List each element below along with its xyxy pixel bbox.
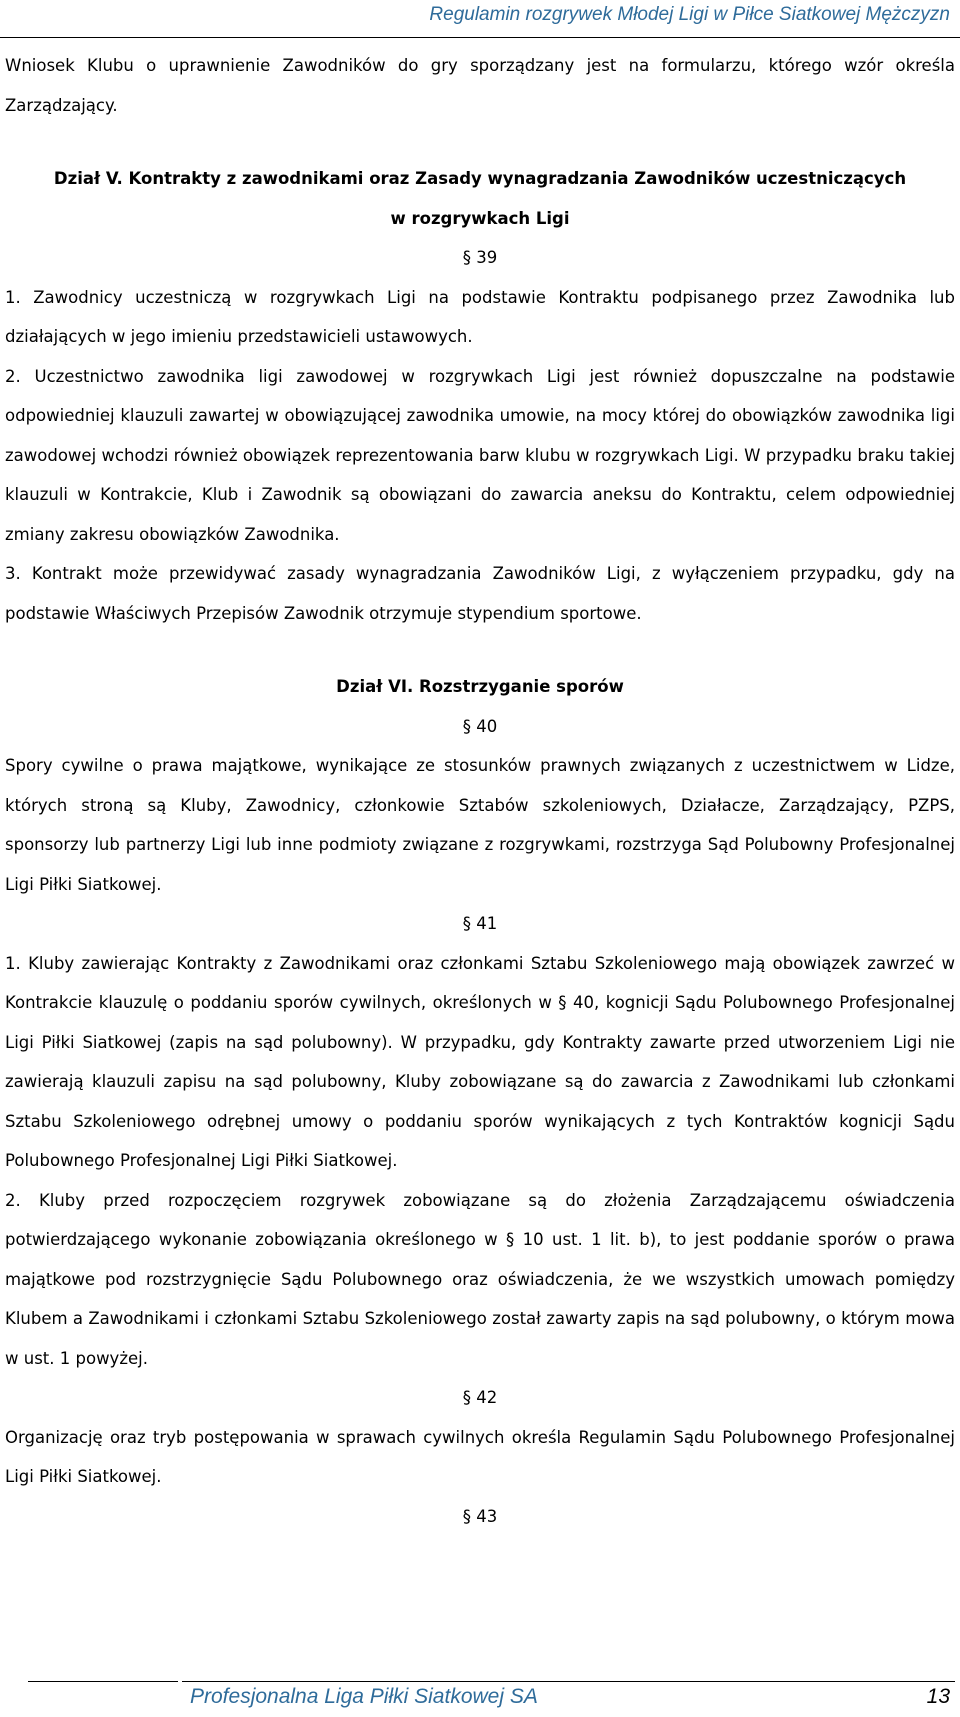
footer-rule-left — [28, 1681, 178, 1682]
paragraph-39-point-1: 1. Zawodnicy uczestniczą w rozgrywkach Ligi na podstawie Kontraktu podpisanego przez Zawodnika lub działających w jego imieniu przedstawicieli ustawowych. — [5, 287, 955, 346]
section-5-title: Dział V. Kontrakty z zawodnikami oraz Zasady wynagradzania Zawodników uczestniczących — [53, 169, 907, 188]
paragraph-39-point-3: 3. Kontrakt może przewidywać zasady wynagradzania Zawodników Ligi, z wyłączeniem przypadku, gdy na podstawie Właściwych Przepisów Zawodnik otrzymuje stypendium sportowe. — [5, 564, 955, 623]
paragraph-41-point-2: 2. Kluby przed rozpoczęciem rozgrywek zobowiązane są do złożenia Zarządzającemu oświadczenia potwierdzającego wykonanie zobowiązania określonego w § 10 ust. 1 lit. b), to jest poddanie sporów o prawa majątkowe pod rozstrzygnięcie Sądu Polubownego oraz oświadczenia, że we wszystkich umowach pomiędzy Klubem a Zawodnikami i członkami Sztabu Szkoleniowego został zawarty zapis na sąd polubowny, o którym mowa w ust. 1 powyżej. — [5, 1190, 955, 1368]
paragraph-40-heading: § 40 — [462, 716, 498, 736]
footer-organization: Profesjonalna Liga Piłki Siatkowej SA — [190, 1685, 538, 1708]
section-5-title-line2: w rozgrywkach Ligi — [390, 208, 570, 228]
paragraph-39-heading: § 39 — [462, 248, 498, 267]
intro-paragraph: Wniosek Klubu o uprawnienie Zawodników do gry sporządzany jest na formularzu, którego wzór określa Zarządzający. — [5, 56, 955, 115]
section-6-title: Dział VI. Rozstrzyganie sporów — [336, 677, 624, 696]
paragraph-40-text: Spory cywilne o prawa majątkowe, wynikające ze stosunków prawnych związanych z uczestnictwem w Lidze, których stroną są Kluby, Zawodnicy, członkowie Sztabów szkoleniowych, Działacze, Zarządzający, PZPS, sponsorzy lub partnerzy Ligi lub inne podmioty związane z rozgrywkami, rozstrzyga Sąd Polubowny Profesjonalnej Ligi Piłki Siatkowej. — [5, 756, 955, 894]
header-rule — [0, 37, 960, 38]
paragraph-41-point-1: 1. Kluby zawierając Kontrakty z Zawodnikami oraz członkami Sztabu Szkoleniowego mają obowiązek zawrzeć w Kontrakcie klauzulę o poddaniu sporów cywilnych, określonych w § 40, kognicji Sądu Polubownego Profesjonalnej Ligi Piłki Siatkowej (zapis na sąd polubowny). W przypadku, gdy Kontrakty zawarte przed utworzeniem Ligi nie zawierają klauzuli zapisu na sąd polubowny, Kluby zobowiązane są do zawarcia z Zawodnikami lub członkami Sztabu Szkoleniowego odrębnej umowy o poddaniu sporów wynikających z tych Kontraktów kognicji Sądu Polubownego Profesjonalnej Ligi Piłki Siatkowej. — [5, 953, 955, 1170]
page-header-title: Regulamin rozgrywek Młodej Ligi w Piłce Siatkowej Mężczyzn — [429, 4, 950, 25]
paragraph-41-heading: § 41 — [462, 914, 498, 933]
paragraph-42-heading: § 42 — [462, 1388, 498, 1407]
paragraph-42-text: Organizację oraz tryb postępowania w sprawach cywilnych określa Regulamin Sądu Polubownego Profesjonalnej Ligi Piłki Siatkowej. — [5, 1427, 955, 1486]
footer-rule-right — [182, 1681, 955, 1682]
paragraph-39-point-2: 2. Uczestnictwo zawodnika ligi zawodowej w rozgrywkach Ligi jest również dopuszczalne na podstawie odpowiedniej klauzuli zawartej w obowiązującej zawodnika umowie, na mocy której do obowiązków zawodnika ligi zawodowej wchodzi również obowiązek reprezentowania barw klubu w rozgrywkach Ligi. W przypadku braku takiej klauzuli w Kontrakcie, Klub i Zawodnik są obowiązani do zawarcia aneksu do Kontraktu, celem odpowiedniej zmiany zakresu obowiązków Zawodnika. — [5, 366, 955, 544]
paragraph-43-heading: § 43 — [462, 1506, 498, 1526]
document-body — [5, 46, 955, 1536]
page-number: 13 — [926, 1685, 950, 1708]
